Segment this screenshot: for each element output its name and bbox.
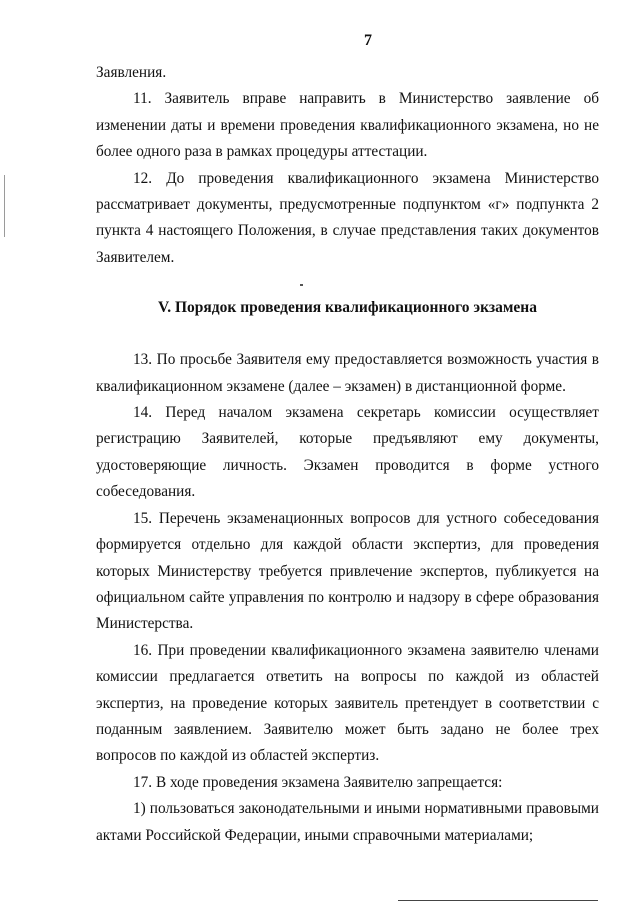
paragraph-13: 13. По просьбе Заявителя ему предоставляется возможность участия в квалификационном экзамене (далее – экзамен) в дистанционной форме. xyxy=(96,351,599,395)
document-body xyxy=(96,60,599,849)
paragraph-14: 14. Перед началом экзамена секретарь комиссии осуществляет регистрацию Заявителей, которые предъявляют ему документы, удостоверяющие личность. Экзамен проводится в форме устного собеседования. xyxy=(96,404,599,501)
paragraph-15: 15. Перечень экзаменационных вопросов для устного собеседования формируется отдельно для каждой области экспертиз, для проведения которых Министерству требуется привлечение экспертов, публикуется на официальном сайте управления по контролю и надзору в сфере образования Министерства. xyxy=(96,509,599,633)
page-number: 7 xyxy=(364,32,372,49)
footer-rule xyxy=(398,900,598,901)
paragraph-17: 17. В ходе проведения экзамена Заявителю запрещается: xyxy=(133,773,503,791)
paragraph-12: 12. До проведения квалификационного экзамена Министерство рассматривает документы, предусмотренные подпунктом «г» подпункта 2 пункта 4 настоящего Положения, в случае представления таких документов Заявителем. xyxy=(96,169,599,266)
paragraph-17-item-1: 1) пользоваться законодательными и иными нормативными правовыми актами Российской Федерации, иными справочными материалами; xyxy=(96,800,599,844)
paragraph-continuation: Заявления. xyxy=(96,64,167,81)
paragraph-11: 11. Заявитель вправе направить в Министерство заявление об изменении даты и времени проведения квалификационного экзамена, но не более одного раза в рамках процедуры аттестации. xyxy=(96,90,599,161)
paragraph-16: 16. При проведении квалификационного экзамена заявителю членами комиссии предлагается ответить на вопросы по каждой из областей экспертиз, на проведение которых заявитель претендует в соответствии с поданным заявлением. Заявителю может быть задано не более трех вопросов по каждой из областей экспертиз. xyxy=(96,641,599,765)
margin-scan-mark xyxy=(4,175,5,237)
section-heading: V. Порядок проведения квалификационного экзамена xyxy=(158,299,537,317)
